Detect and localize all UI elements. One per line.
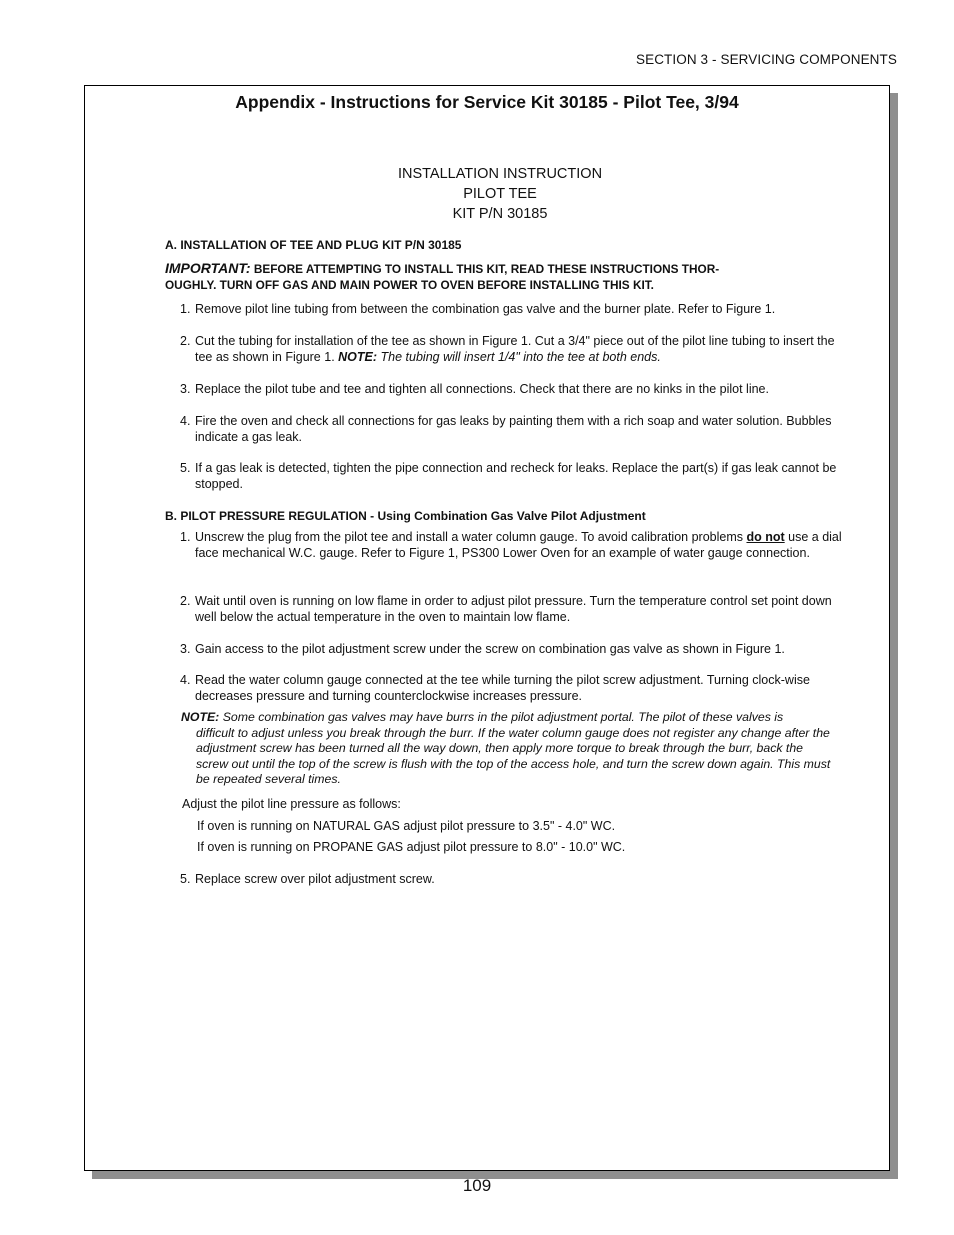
section-a-step-3 — [180, 381, 845, 397]
section-b-step-1 — [180, 529, 845, 561]
important-notice — [165, 260, 825, 293]
section-a-step-5 — [180, 460, 845, 492]
section-b-heading: B. PILOT PRESSURE REGULATION - Using Combination Gas Valve Pilot Adjustment — [165, 509, 646, 523]
step-text: Gain access to the pilot adjustment screw under the screw on combination gas valve as shown in Figure 1. — [195, 642, 785, 656]
step-text: Fire the oven and check all connections for gas leaks by painting them with a rich soap and water solution. Bubbles indicate a gas leak. — [195, 414, 832, 444]
step-number: 2. — [180, 334, 191, 348]
step-text: Cut the tubing for installation of the tee as shown in Figure 1. Cut a 3/4" piece out of the pilot line tubing to insert the tee as shown in Figure 1. — [195, 334, 835, 364]
step-text: If a gas leak is detected, tighten the pipe connection and recheck for leaks. Replace the part(s) if gas leak cannot be stopped. — [195, 461, 837, 491]
section-a-step-2 — [180, 333, 845, 365]
important-label: IMPORTANT: — [165, 260, 251, 276]
step-text-a: Unscrew the plug from the pilot tee and install a water column gauge. To avoid calibration problems — [195, 530, 743, 544]
adjust-intro: Adjust the pilot line pressure as follows: — [182, 797, 401, 811]
section-b-step-5 — [180, 871, 845, 887]
important-line-1: BEFORE ATTEMPTING TO INSTALL THIS KIT, READ THESE INSTRUCTIONS THOR- — [253, 262, 720, 276]
step-number: 2. — [180, 594, 191, 608]
section-a-heading: A. INSTALLATION OF TEE AND PLUG KIT P/N 30185 — [165, 238, 462, 252]
instruction-subtitle: PILOT TEE — [463, 186, 537, 202]
page-number: 109 — [462, 1176, 492, 1195]
note-text: The tubing will insert 1/4" into the tee at both ends. — [380, 350, 661, 364]
instruction-title: INSTALLATION INSTRUCTION — [397, 166, 603, 182]
page-frame — [84, 85, 890, 1171]
instruction-heading — [85, 164, 915, 224]
note-continuation: difficult to adjust unless you break through the burr. If the water column gauge does not register any change after the adjustment screw has been turned all the way down, then apply more torque to break through the burr, back the screw out until the top of the screw is flush with the top of the access hole, and turn the screw down again. This must be repeated several times. — [196, 725, 831, 786]
natural-gas-setting: If oven is running on NATURAL GAS adjust pilot pressure to 3.5" - 4.0" WC. — [197, 819, 616, 833]
note-label: NOTE: — [338, 350, 378, 364]
step-number: 3. — [180, 642, 191, 656]
section-a-step-4 — [180, 413, 845, 445]
section-a-step-1 — [180, 301, 845, 317]
step-text: Read the water column gauge connected at the tee while turning the pilot screw adjustment. Turning clock-wise decreases pressure and turning counterclockwise increases pressure. — [195, 673, 810, 703]
do-not-emphasis: do not — [746, 530, 785, 544]
section-b-step-2 — [180, 593, 845, 625]
step-text: Replace the pilot tube and tee and tighten all connections. Check that there are no kinks in the pilot line. — [195, 382, 769, 396]
propane-gas-setting: If oven is running on PROPANE GAS adjust pilot pressure to 8.0" - 10.0" WC. — [197, 840, 626, 854]
step-number: 4. — [180, 414, 191, 428]
note-first-line: Some combination gas valves may have burrs in the pilot adjustment portal. The pilot of these valves is — [222, 710, 784, 724]
instruction-kit-number: KIT P/N 30185 — [452, 206, 548, 222]
important-line-2: OUGHLY. TURN OFF GAS AND MAIN POWER TO OVEN BEFORE INSTALLING THIS KIT. — [165, 278, 654, 292]
section-b-step-3 — [180, 641, 845, 657]
section-b-step-4 — [180, 672, 845, 704]
step-text-b: use a dial face mechanical W.C. gauge. Refer to Figure 1, PS300 Lower Oven for an example of water gauge connection. — [195, 530, 842, 560]
appendix-title: Appendix - Instructions for Service Kit 30185 - Pilot Tee, 3/94 — [235, 92, 739, 112]
step-number: 1. — [180, 530, 191, 544]
step-number: 3. — [180, 382, 191, 396]
step-text: Replace screw over pilot adjustment screw. — [195, 872, 435, 886]
step-number: 1. — [180, 302, 191, 316]
section-header: SECTION 3 - SERVICING COMPONENTS — [636, 52, 897, 67]
step-number: 5. — [180, 872, 191, 886]
step-text: Wait until oven is running on low flame in order to adjust pilot pressure. Turn the temperature control set point down well below the actual temperature in the oven to maintain low flame. — [195, 594, 832, 624]
step-text: Remove pilot line tubing from between the combination gas valve and the burner plate. Refer to Figure 1. — [195, 302, 776, 316]
step-number: 4. — [180, 673, 191, 687]
note-label: NOTE: — [181, 710, 220, 724]
pilot-note — [181, 710, 831, 788]
step-number: 5. — [180, 461, 191, 475]
